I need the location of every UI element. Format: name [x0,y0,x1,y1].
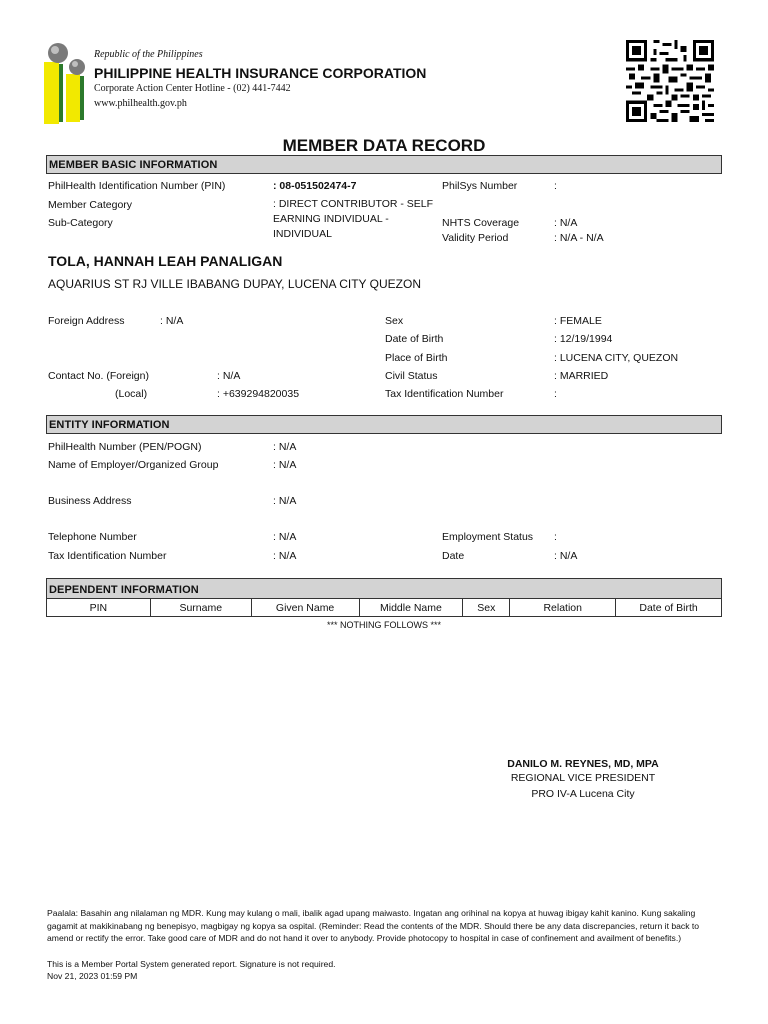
entity-tin-label: Tax Identification Number [48,550,167,562]
pen-label: PhilHealth Number (PEN/POGN) [48,441,202,453]
telephone-label: Telephone Number [48,531,137,543]
entity-date-value: : N/A [554,550,578,562]
member-tin-value: : [554,388,557,400]
dob-label: Date of Birth [385,333,444,345]
business-address-label: Business Address [48,495,132,507]
member-tin-label: Tax Identification Number [385,388,504,400]
republic-text: Republic of the Philippines [94,49,203,60]
contact-foreign-label: Contact No. (Foreign) [48,370,149,382]
member-category-label: Member Category [48,199,133,211]
pin-label: PhilHealth Identification Number (PIN) [48,180,226,192]
sex-label: Sex [385,315,404,327]
dependent-table [46,598,722,617]
hotline-text: Corporate Action Center Hotline - (02) 441-7442 [94,83,291,94]
member-basic-info-header: MEMBER BASIC INFORMATION [46,155,722,174]
entity-date-label: Date [442,550,465,562]
dependent-info-header: DEPENDENT INFORMATION [46,578,722,599]
qr-code [626,40,714,122]
validity-value: : N/A - N/A [554,232,604,244]
footer-reminder: Paalala: Basahin ang nilalaman ng MDR. Kung may kulang o mali, ibalik agad upang maiwasto. Ingatan ang orihinal na kopya at huwag ibigay kahit kanino. Kung sakaling gagamit at makikinabang ng benepisyo, magbigay ng kopya sa ospital. (Reminder: Read the contents of the MDR. Should there be any data discrepancies, return it back to amend or rectify the error. Take good care of MDR and do not hand it over to anybody. Provide photocopy to hospital in case of confinement and availment of benefits.) [47,908,700,944]
signatory-office: PRO IV-A Lucena City [531,788,635,800]
signatory-name: DANILO M. REYNES, MD, MPA [507,758,659,770]
footer-generated-note: This is a Member Portal System generated report. Signature is not required. [47,959,336,969]
employment-status-value: : [554,531,557,543]
signatory-position: REGIONAL VICE PRESIDENT [510,772,656,784]
column-header-surname: Surname [150,599,251,617]
member-category-value: : DIRECT CONTRIBUTOR - SELF EARNING INDIVIDUAL - INDIVIDUAL [273,198,434,240]
civil-status-value: : MARRIED [554,370,609,382]
contact-foreign-value: : N/A [217,370,241,382]
philhealth-logo [44,42,92,126]
nothing-follows: *** NOTHING FOLLOWS *** [326,620,442,630]
corporation-name: PHILIPPINE HEALTH INSURANCE CORPORATION [94,65,427,81]
employment-status-label: Employment Status [442,531,534,543]
contact-local-value: : +639294820035 [217,388,300,400]
pob-label: Place of Birth [385,352,448,364]
business-address-value: : N/A [273,495,297,507]
pin-value: : 08-051502474-7 [273,180,357,192]
employer-value: : N/A [273,459,297,471]
member-address: AQUARIUS ST RJ VILLE IBABANG DUPAY, LUCENA CITY QUEZON [48,277,421,291]
member-name: TOLA, HANNAH LEAH PANALIGAN [48,253,283,269]
validity-label: Validity Period [442,232,509,244]
pob-value: : LUCENA CITY, QUEZON [554,352,679,364]
column-header-date-of-birth: Date of Birth [616,599,722,617]
foreign-address-value: : N/A [160,315,184,327]
column-header-pin: PIN [47,599,151,617]
entity-tin-value: : N/A [273,550,297,562]
footer-timestamp: Nov 21, 2023 01:59 PM [47,971,138,981]
column-header-sex: Sex [463,599,510,617]
employer-label: Name of Employer/Organized Group [48,459,219,471]
column-header-relation: Relation [510,599,616,617]
telephone-value: : N/A [273,531,297,543]
contact-local-label: (Local) [115,388,148,400]
foreign-address-label: Foreign Address [48,315,125,327]
document-title: MEMBER DATA RECORD [282,136,486,155]
dob-value: : 12/19/1994 [554,333,613,345]
nhts-value: : N/A [554,217,578,229]
sub-category-label: Sub-Category [48,217,113,229]
website-text: www.philhealth.gov.ph [94,98,187,109]
sex-value: : FEMALE [554,315,602,327]
column-header-given-name: Given Name [251,599,359,617]
philsys-value: : [554,180,557,192]
pen-value: : N/A [273,441,297,453]
nhts-label: NHTS Coverage [442,217,520,229]
philsys-label: PhilSys Number [442,180,518,192]
civil-status-label: Civil Status [385,370,438,382]
dependent-table-header [47,599,722,617]
column-header-middle-name: Middle Name [359,599,463,617]
entity-info-header: ENTITY INFORMATION [46,415,722,434]
